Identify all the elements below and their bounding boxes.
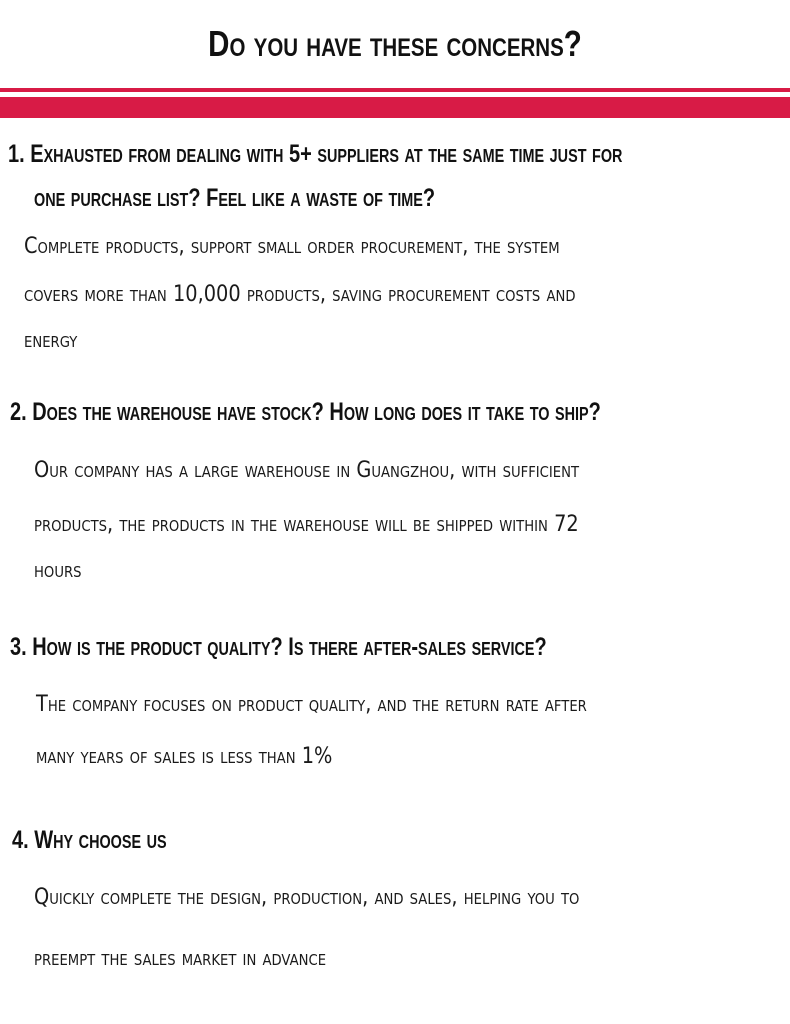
- answer-1-line-3: energy: [24, 328, 78, 353]
- page-title: Do you have these concerns?: [208, 23, 582, 64]
- answer-2-line-3: hours: [34, 558, 82, 583]
- question-1-line-2: one purchase list? Feel like a waste of time?: [34, 184, 436, 212]
- answer-4-line-2: preempt the sales market in advance: [34, 946, 327, 971]
- question-2-line-1: 2. Does the warehouse have stock? How long does it take to ship?: [10, 398, 601, 426]
- answer-2-line-2: products, the products in the warehouse will be shipped within 72: [34, 512, 579, 537]
- header-divider-thin: [0, 88, 790, 92]
- question-1-line-1: 1. Exhausted from dealing with 5+ suppliers at the same time just for: [8, 140, 623, 168]
- answer-2-line-1: Our company has a large warehouse in Guangzhou, with sufficient: [34, 458, 580, 483]
- answer-3-line-2: many years of sales is less than 1%: [36, 744, 333, 769]
- question-3-line-1: 3. How is the product quality? Is there after-sales service?: [10, 633, 547, 661]
- answer-3-line-1: The company focuses on product quality, and the return rate after: [36, 692, 587, 717]
- answer-1-line-2: covers more than 10,000 products, saving procurement costs and: [24, 282, 576, 307]
- answer-1-line-1: Complete products, support small order procurement, the system: [24, 234, 560, 259]
- header-divider-thick: [0, 97, 790, 118]
- answer-4-line-1: Quickly complete the design, production, and sales, helping you to: [34, 885, 580, 910]
- question-4-line-1: 4. Why choose us: [12, 826, 167, 854]
